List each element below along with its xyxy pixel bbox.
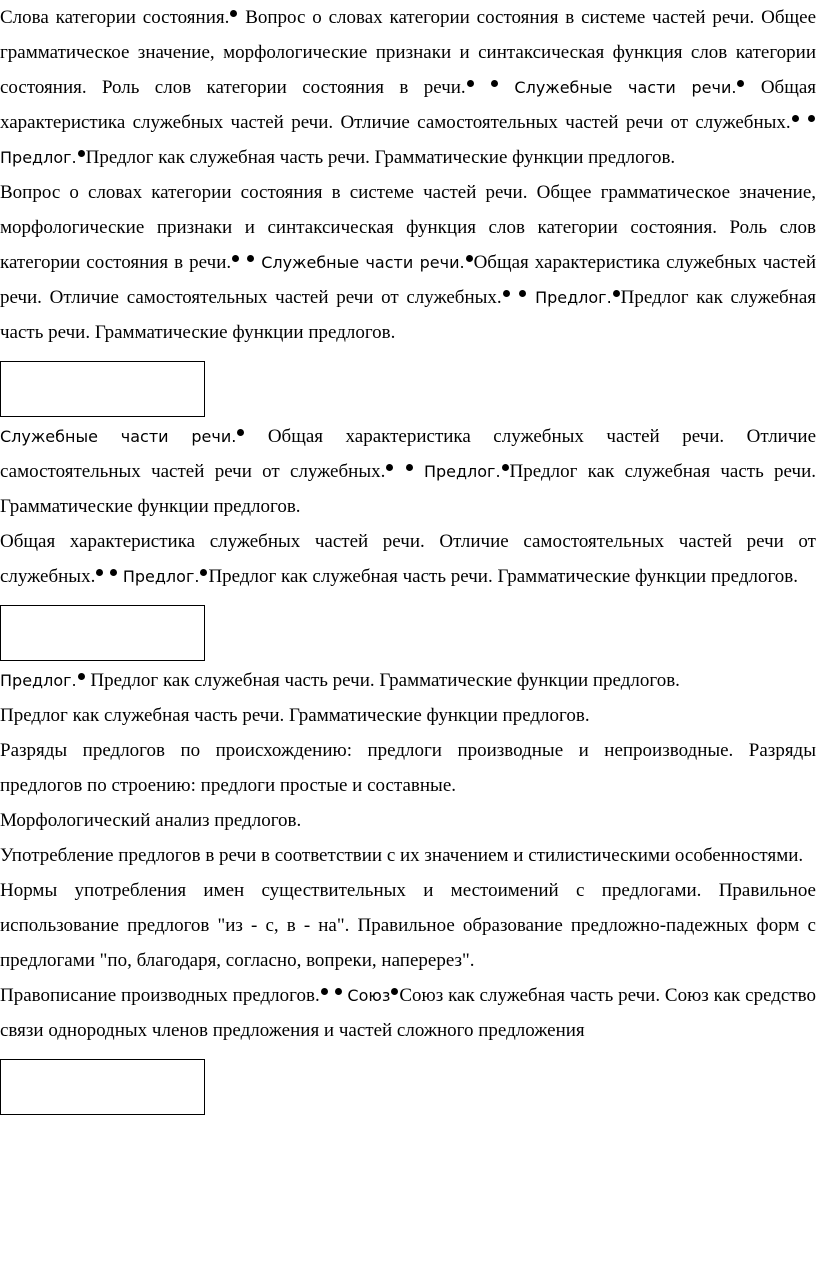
bullet-icon <box>200 569 207 576</box>
paragraph-5: Предлог. Предлог как служебная часть речи. Грамматические функции предлогов. <box>0 670 680 691</box>
bullet-icon <box>491 80 498 87</box>
bullet-icon <box>110 569 117 576</box>
bullet-icon <box>237 429 244 436</box>
bullet-icon <box>247 255 254 262</box>
paragraph-7: Разряды предлогов по происхождению: предлоги производные и непроизводные. Разряды предлогов по строению: предлоги простые и составные. <box>0 740 816 796</box>
empty-frame <box>0 605 205 661</box>
empty-frame <box>0 361 205 417</box>
paragraph-1: Слова категории состояния. Вопрос о словах категории состояния в системе частей речи. Общее грамматическое значение, морфологические признаки и синтаксическая функция слов категории состояния. Роль слов категории состояния в речи. Служебные части речи. Общая характеристика служебных частей речи. Отличие самостоятельных частей речи от служебных. Предлог. Предлог как служебная часть речи. Грамматические функции предлогов. <box>0 7 816 168</box>
paragraph-8: Морфологический анализ предлогов. <box>0 810 302 831</box>
paragraph-10: Нормы употребления имен существительных и местоимений с предлогами. Правильное использование предлогов "из - с, в - на". Правильное образование предложно-падежных форм с предлогами "по, благодаря, согласно, вопреки, наперерез". <box>0 880 816 971</box>
bullet-icon <box>466 255 473 262</box>
bullet-icon <box>808 115 815 122</box>
bullet-icon <box>232 255 239 262</box>
bullet-icon <box>502 464 509 471</box>
paragraph-11: Правописание производных предлогов. Союз Союз как служебная часть речи. Союз как средство связи однородных членов предложения и частей сложного предложения <box>0 985 816 1041</box>
bullet-icon <box>96 569 103 576</box>
paragraph-9: Употребление предлогов в речи в соответствии с их значением и стилистическими особенностями. <box>0 845 804 866</box>
bullet-icon <box>613 290 620 297</box>
bullet-icon <box>519 290 526 297</box>
bullet-icon <box>230 10 237 17</box>
paragraph-2: Вопрос о словах категории состояния в системе частей речи. Общее грамматическое значение, морфологические признаки и синтаксическая функция слов категории состояния. Роль слов категории состояния в речи. Служебные части речи. Общая характеристика служебных частей речи. Отличие самостоятельных частей речи от служебных. Предлог. Предлог как служебная часть речи. Грамматические функции предлогов. <box>0 182 816 343</box>
bullet-icon <box>321 988 328 995</box>
bullet-icon <box>78 673 85 680</box>
bullet-icon <box>78 150 85 157</box>
bullet-icon <box>467 80 474 87</box>
paragraph-3: Служебные части речи. Общая характеристика служебных частей речи. Отличие самостоятельных частей речи от служебных. Предлог. Предлог как служебная часть речи. Грамматические функции предлогов. <box>0 426 816 517</box>
bullet-icon <box>391 988 398 995</box>
bullet-icon <box>792 115 799 122</box>
paragraph-4: Общая характеристика служебных частей речи. Отличие самостоятельных частей речи от служебных. Предлог. Предлог как служебная часть речи. Грамматические функции предлогов. <box>0 531 816 587</box>
bullet-icon <box>737 80 744 87</box>
bullet-icon <box>406 464 413 471</box>
bullet-icon <box>503 290 510 297</box>
paragraph-6: Предлог как служебная часть речи. Грамматические функции предлогов. <box>0 705 590 726</box>
bullet-icon <box>386 464 393 471</box>
bullet-icon <box>335 988 342 995</box>
empty-frame <box>0 1059 205 1115</box>
